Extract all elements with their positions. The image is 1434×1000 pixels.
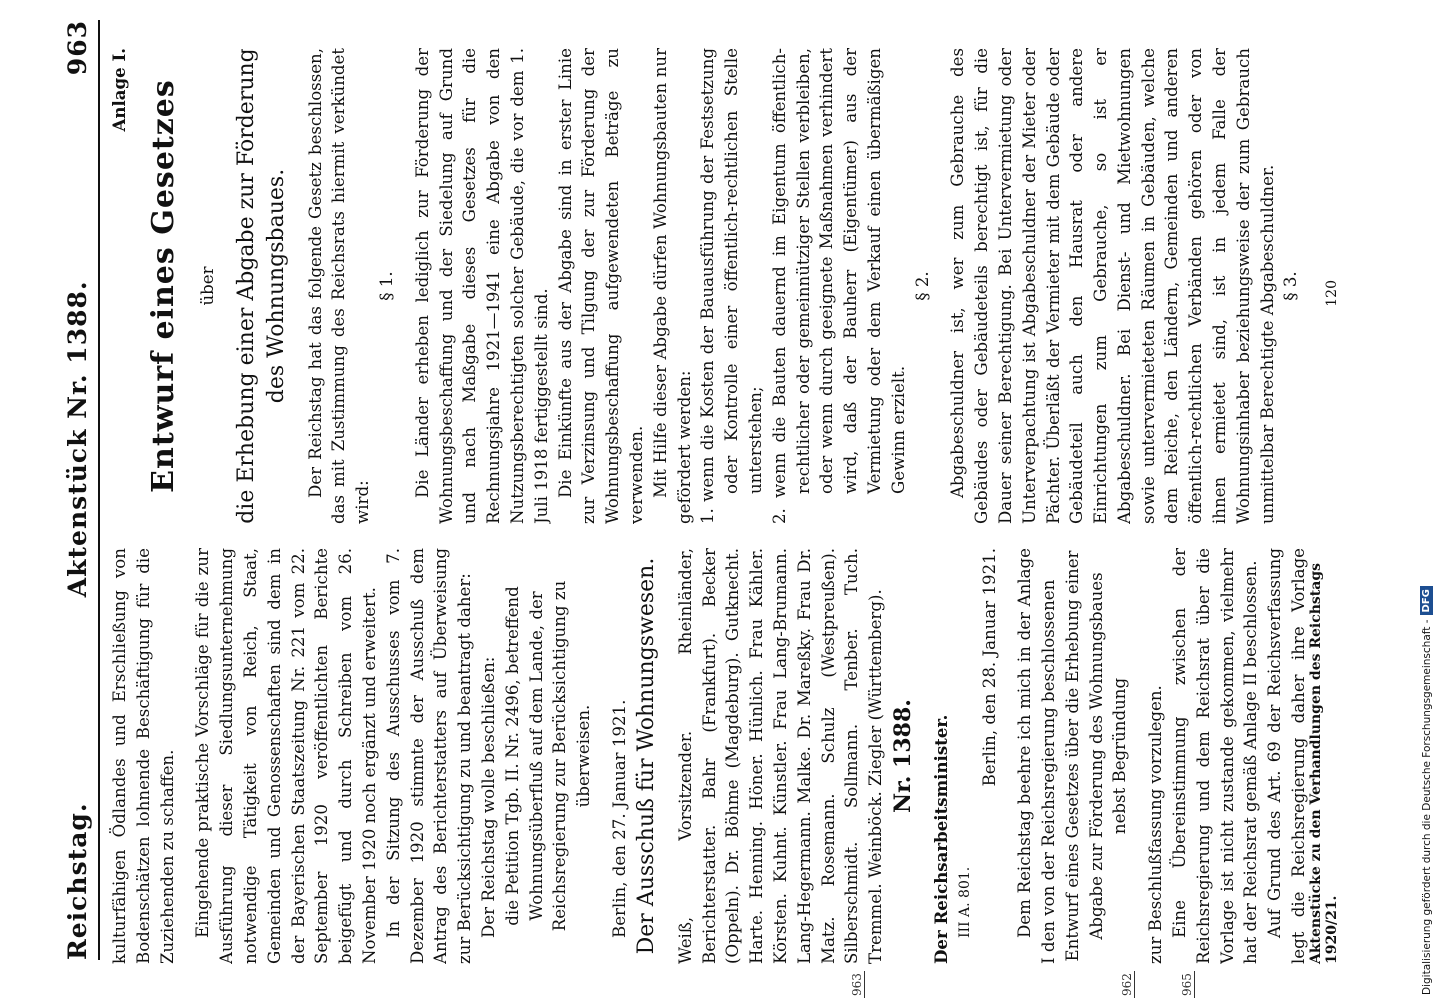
left-column-paragraph: Der Reichsarbeitsminister. [930,714,951,964]
right-column-paragraph: Die Einkünfte aus der Abgabe sind in erster Linie zur Verzinsung und Tilgung der zur Förderung der Wohnungsbeschaffung aufgewendeten Beträge zu verwenden. [555,48,646,524]
left-column-paragraph: zur Beschlußfassung vorzulegen. [1146,685,1166,964]
right-column-paragraph: § 3. [1281,271,1301,301]
header-center: Aktenstück Nr. 1388. [63,280,92,598]
left-column-paragraph: Der Reichstag wolle beschließen: [478,656,498,938]
right-column-paragraph: Entwurf eines Gesetzes [145,79,181,493]
left-column-paragraph: Weiß, Vorsitzender. Rheinländer, Berichterstatter. Bahr (Frankfurt). Becker (Oppeln). Dr. Böhme (Magdeburg). Gutknecht. Harte. Henning. Höner. Hünlich. Frau Kähler. Körsten. Kuhnt. Künstler. Frau Lang-Brumann. Lang-Hegermann. Malke. Dr. Mareßky. Frau Dr. Matz. Rosemann. Schulz (Westpreußen). Silberschmidt. Sollmann. Tenber. Tuch. Tremmel. Weinböck. Ziegler (Württemberg). [675,548,886,964]
digitization-notice [1420,5,1433,995]
right-column-paragraph: § 2. [912,271,932,301]
right-column-paragraph: 2. wenn die Bauten dauernd im Eigentum öffentlich-rechtlicher oder gemeinnütziger Stellen verbleiben, oder wenn durch geeignete Maßnahmen verhindert wird, daß der Bauherr (Eigentümer) aus der Vermietung oder dem Verkauf einen übermäßigen Gewinn erzielt. [769,48,908,524]
left-column-paragraph: die Petition Tgb. II. Nr. 2496, betreffend Wohnungsüberfluß auf dem Lande, der Reichsregierung zur Berücksichtigung zu überweisen. [502,580,594,932]
left-column-paragraph: Dem Reichstag beehre ich mich in der Anlage I den von der Reichsregierung beschlossenen [1015,548,1059,964]
right-column-paragraph: über [197,266,217,306]
header-page-number: 963 [63,20,92,76]
right-column-paragraph: § 1. [376,271,396,301]
right-column-paragraph: Mit Hilfe dieser Abgabe dürfen Wohnungsbauten nur gefördert werden: [650,48,694,524]
right-column [108,48,1310,524]
left-column-paragraph: Eingehende praktische Vorschläge für die zur Ausführung dieser Siedlungsunternehmung notwendige Tätigkeit von Reich, Staat, Gemeinden und Genossenschaften sind dem in der Bayerischen Staatszeitung Nr. 221 vom 22. September 1920 veröffentlichten Berichte beigefügt und durch Schreiben vom 26. November 1920 noch ergänzt und erweitert. [193,548,379,964]
left-column-paragraph: Eine Übereinstimmung zwischen der Reichsregierung und dem Reichsrat über die Vorlage ist nicht zustande gekommen, vielmehr hat der Reichsrat gemäß Anlage II beschlossen. [1170,548,1261,964]
left-column-paragraph: Auf Grund des Art. 69 der Reichsverfassung legt die Reichsregierung daher ihre Vorlage [1265,548,1309,964]
page-header [52,20,100,960]
footer-source-line: Aktenstücke zu den Verhandlungen des Reichstags 1920/21. [1308,562,1340,964]
left-column-paragraph: Berlin, den 28. Januar 1921. [979,548,999,787]
left-column-paragraph: In der Sitzung des Ausschusses vom 7. Dezember 1920 stimmte der Ausschuß dem Antrag des Berichterstatters auf Überweisung zur Berücksichtigung zu und beantragt daher: [383,548,475,964]
left-column-paragraph: III A. 801. [956,866,973,938]
footer-page-number: 120 [1324,280,1340,307]
dfg-logo: DFG [1420,586,1433,615]
header-left: Reichstag. [63,802,92,960]
right-column-paragraph: Der Reichstag hat das folgende Gesetz beschlossen, das mit Zustimmung des Reichsrats hiermit verkündet wird: [305,48,373,524]
right-column-paragraph: Abgabeschuldner ist, wer zum Gebrauche des Gebäudes oder Gebäudeteils berechtigt ist, für die Dauer seiner Berechtigung. Bei Untervermietung oder Unterverpachtung ist Abgabeschuldner der Mieter oder Pächter. Überläßt der Vermieter mit dem Gebäude oder Gebäudeteil auch den Hausrat oder andere Einrichtungen zum Gebrauche, so ist er Abgabeschuldner. Bei Dienst- und Mietwohnungen sowie untervermieteten Räumen in Gebäuden, welche dem Reiche, den Ländern, Gemeinden und anderen öffentlich-rechtlichen Verbänden gehören oder von ihnen ermietet sind, ist in jedem Falle der Wohnungsinhaber beziehungsweise der zum Gebrauch unmittelbar Berechtigte Abgabeschuldner. [948,48,1277,524]
right-column-paragraph: 1. wenn die Kosten der Bauausführung der Festsetzung oder Kontrolle einer öffentlich-rechtlichen Stelle unterstehen; [698,48,765,524]
left-column-paragraph: kulturfähigen Ödlandes und Erschließung von Bodenschätzen lohnende Beschäftigung für die Zuziehenden zu schaffen. [110,548,177,964]
right-column-paragraph: die Erhebung einer Abgabe zur Förderung des Wohnungsbaues. [233,48,289,524]
left-column-paragraph: Nr. 1388. [889,699,916,813]
left-column-paragraph: Entwurf eines Gesetzes über die Erhebung einer Abgabe zur Förderung des Wohnungsbaues nebst Begründung [1062,550,1130,962]
left-column [108,548,1310,964]
margin-note: 963 [850,973,864,996]
left-column-paragraph: Der Ausschuß für Wohnungswesen. [633,557,659,955]
margin-note: 965 [1180,973,1194,996]
digitization-text: Digitalisierung gefördert durch die Deutsche Forschungsgemeinschaft - [1420,619,1433,995]
right-column-paragraph: Anlage I. [109,48,129,132]
right-column-paragraph: Die Länder erheben lediglich zur Förderung der Wohnungsbeschaffung und der Siedelung auf Grund und nach Maßgabe dieses Gesetzes für die Rechnungsjahre 1921—1941 eine Abgabe von den Nutzungsberechtigten solcher Gebäude, die vor dem 1. Juli 1918 fertiggestellt sind. [412,48,551,524]
left-column-paragraph: Berlin, den 27. Januar 1921. [609,699,629,938]
margin-note: 962 [1120,973,1134,996]
